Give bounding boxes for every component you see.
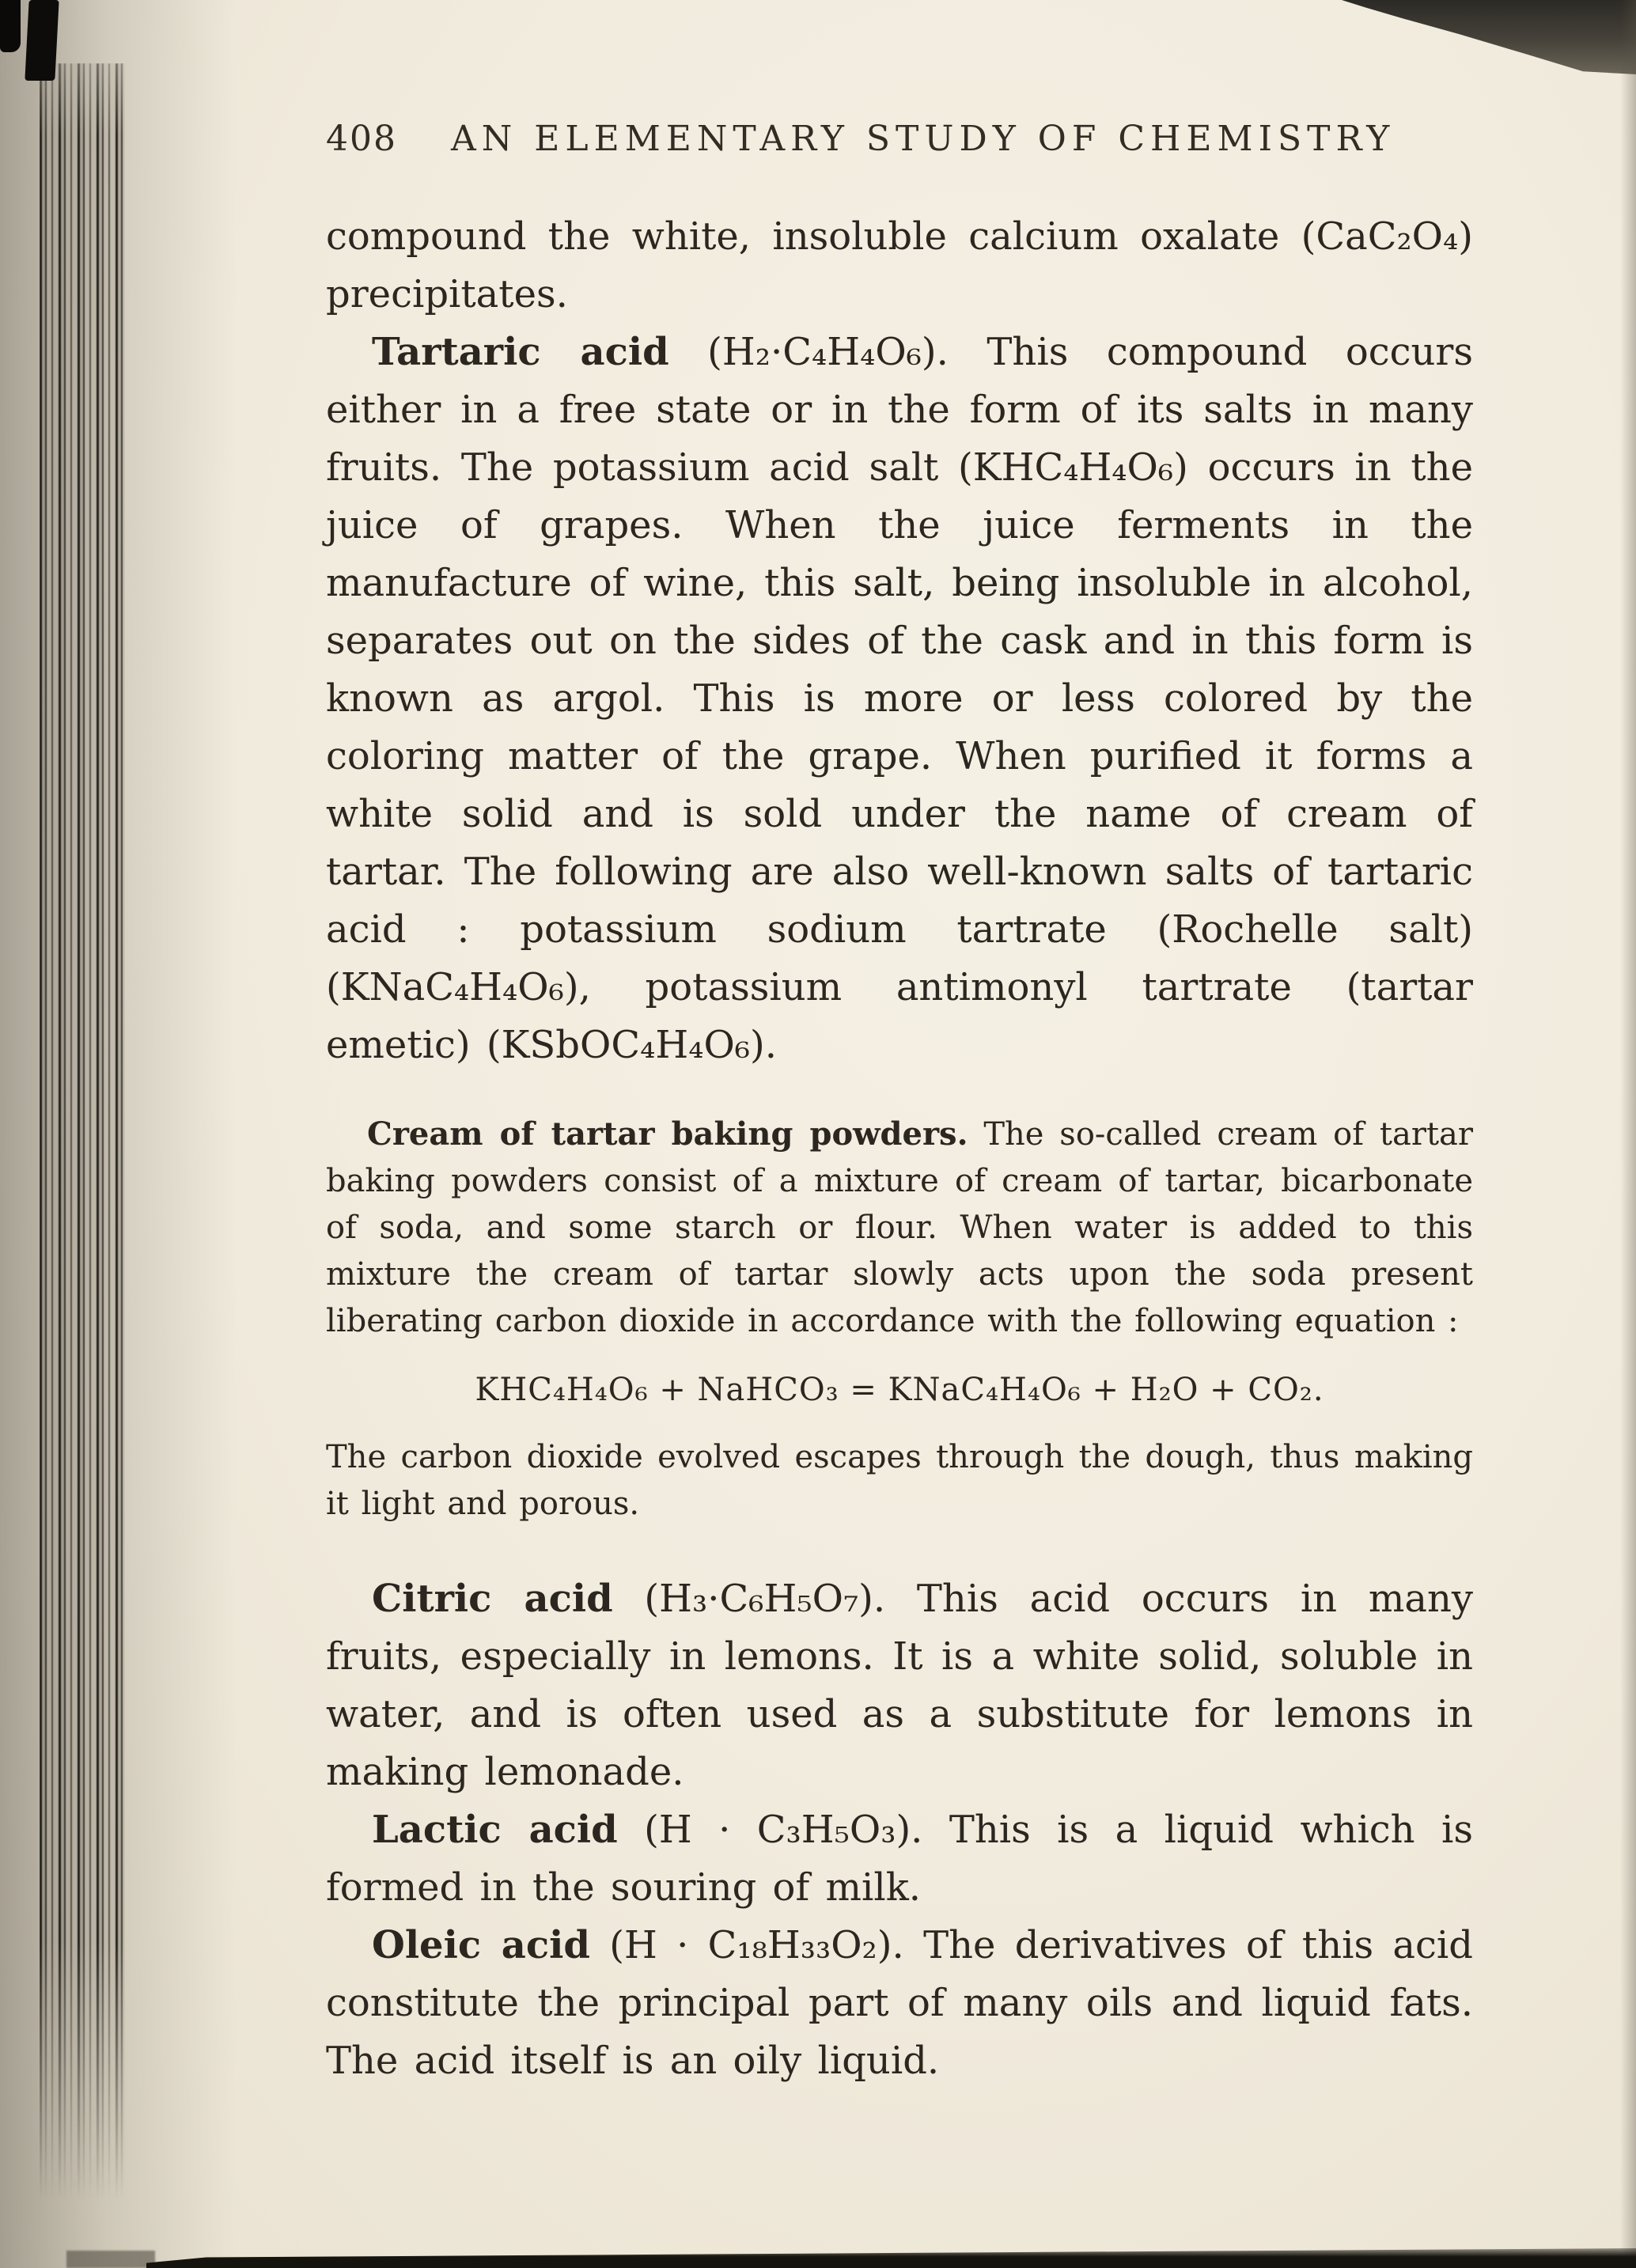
scan-edge-bottom [146,2243,1636,2268]
binding-streaks [40,63,125,2199]
scan-mark-top-left-2 [25,0,59,81]
paragraph-citric-text: (H₃·C₆H₅O₇). This acid occurs in many fruits, especially in lemons. It is a white solid, soluble in water, and is often used as a substitute for lemons in making lemonade. [326,1577,1473,1794]
running-head [326,119,1473,159]
paragraph-lactic-text: (H · C₃H₅O₃). This is a liquid which is formed in the souring of milk. [326,1808,1473,1910]
running-title: AN ELEMENTARY STUDY OF CHEMISTRY [450,119,1396,159]
paragraph-oleic-acid [326,1917,1473,2090]
paragraph-tartaric-text: (H₂·C₄H₄O₆). This compound occurs either in a free state or in the form of its salts in many fruits. The potassium acid salt (KHC₄H₄O₆) occurs in the juice of grapes. When the juice ferments in the manufacture of wine, this salt, being insoluble in alcohol, separates out on the sides of the cask and in this form is known as argol. This is more or less colored by the coloring matter of the grape. When purified it forms a white solid and is sold under the name of cream of tartar. The following are also well-known salts of tartaric acid : potassium sodium tartrate (Rochelle salt) (KNaC₄H₄O₆), potassium antimonyl tartrate (tartar emetic) (KSbOC₄H₄O₆). [326,330,1474,1067]
scan-corner-top-right [1342,0,1636,74]
term-oleic-acid: Oleic acid [372,1923,590,1967]
term-tartaric-acid: Tartaric acid [372,330,669,374]
scan-mark-top-left [0,0,21,52]
term-baking-powders: Cream of tartar baking powders. [367,1115,968,1153]
paragraph-continuation: compound the white, insoluble calcium oxalate (CaC₂O₄) precipitates. [326,214,1473,316]
paragraph-tartaric-acid [326,324,1473,1074]
term-lactic-acid: Lactic acid [372,1808,618,1852]
paragraph-oleic-text: (H · C₁₈H₃₃O₂). The derivatives of this acid constitute the principal part of many oils and liquid fats. The acid itself is an oily liquid. [326,1923,1473,2083]
text-block [326,119,1473,2090]
paragraph-baking-powders-text: The so-called cream of tartar baking powders consist of a mixture of cream of tartar, bicarbonate of soda, and some starch or flour. When water is added to this mixture the cream of tartar slowly acts upon the soda present liberating carbon dioxide in accordance with the following equation : [326,1116,1473,1339]
paragraph-citric-acid [326,1570,1473,1801]
page-number: 408 [326,119,397,159]
chemical-equation: KHC₄H₄O₆ + NaHCO₃ = KNaC₄H₄O₆ + H₂O + CO₂. [475,1372,1324,1408]
paragraph-baking-powders-continued: The carbon dioxide evolved escapes through the dough, thus making it light and porous. [326,1439,1473,1522]
page-edge-right-shadow [1620,0,1636,2268]
paragraph-lactic-acid [326,1801,1473,1917]
term-citric-acid: Citric acid [372,1577,613,1621]
scan-smudge-bottom-left [66,2251,155,2268]
paragraph-baking-powders [326,1111,1473,1345]
